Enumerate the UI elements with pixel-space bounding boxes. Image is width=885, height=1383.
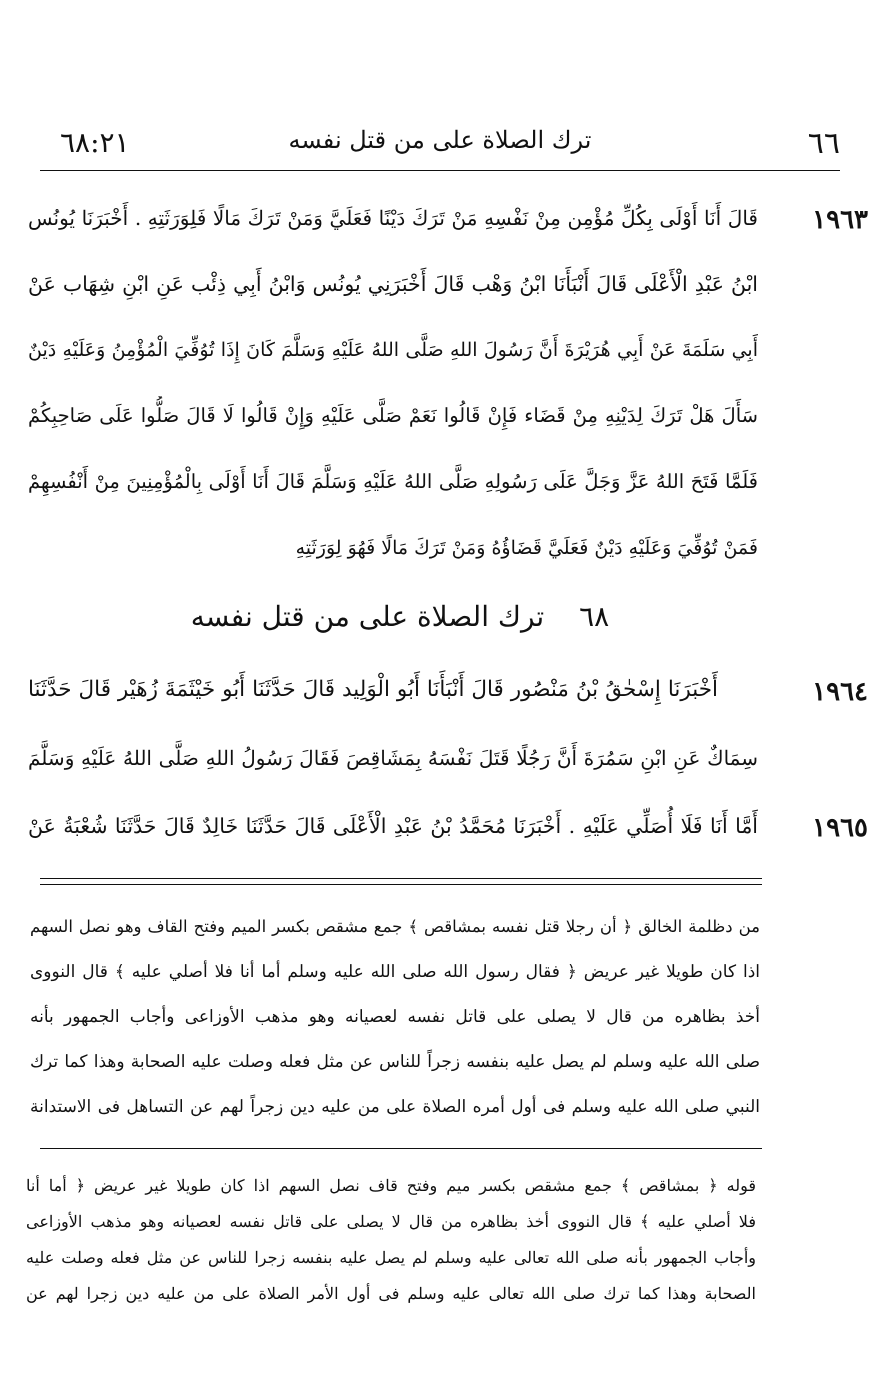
footnote-rule <box>40 878 762 879</box>
text-line: قَالَ أَنَا أَوْلَى بِكُلِّ مُؤْمِن مِنْ نَفْسِهِ مَنْ تَرَكَ دَيْنًا فَعَلَيَّ وَمَنْ تَرَكَ مَالًا فَلِوَرَثَتِهِ . أَخْبَرَنَا يُونُس <box>28 206 758 230</box>
text-line: أَبِي سَلَمَةَ عَنْ أَبِي هُرَيْرَةَ أَنَّ رَسُولَ اللهِ صَلَّى اللهُ عَلَيْهِ وَسَلَّمَ كَانَ إِذَا تُوُفِّيَ الْمُؤْمِنُ وَعَلَيْهِ دَيْنٌ <box>28 339 758 361</box>
running-title: ترك الصلاة على من قتل نفسه <box>288 126 592 154</box>
note-line: وأجاب الجمهور بأنه صلى الله تعالى عليه وسلم لم يصل عليه بنفسه زجرا للناس عن مثل فعله وصلت عليه <box>26 1248 756 1267</box>
text-line: سِمَاكٌ عَنِ ابْنِ سَمُرَةَ أَنَّ رَجُلًا قَتَلَ نَفْسَهُ بِمَشَاقِصَ فَقَالَ رَسُولُ اللهِ صَلَّى اللهُ عَلَيْهِ وَسَلَّمَ <box>28 746 758 770</box>
note-line: من دظلمة الخالق ﴿ أن رجلا قتل نفسه بمشاقص ﴾ جمع مشقص بكسر الميم وفتح القاف وهو نصل السهم <box>30 917 760 936</box>
text-line: فَمَنْ تُوُفِّيَ وَعَلَيْهِ دَيْنٌ فَعَلَيَّ قَضَاؤُهُ وَمَنْ تَرَكَ مَالًا فَهُوَ لِوَرَثَتِهِ <box>295 537 758 559</box>
note-line: أخذ بظاهره من قال لا يصلى على قاتل نفسه لعصيانه وهو مذهب الأوزاعى وأجاب الجمهور بأنه <box>30 1007 760 1027</box>
text-line: أَخْبَرَنَا إِسْحٰقُ بْنُ مَنْصُور قَالَ أَنْبَأَنَا أَبُو الْوَلِيد قَالَ حَدَّثَنَا أَبُو خَيْثَمَةَ زُهَيْر قَالَ حَدَّثَنَا <box>28 677 718 702</box>
header-rule <box>40 170 840 171</box>
hadith-number: ١٩٦٤ <box>812 677 868 707</box>
page-number: ٦٦ <box>807 126 840 161</box>
text-line: أَمَّا أَنَا فَلَا أُصَلِّي عَلَيْهِ . أَخْبَرَنَا مُحَمَّدُ بْنُ عَبْدِ الْأَعْلَى قَالَ حَدَّثَنَا خَالِدٌ قَالَ حَدَّثَنَا شُعْبَةُ عَنْ <box>28 814 758 838</box>
note-line: قوله ﴿ بمشاقص ﴾ جمع مشقص بكسر ميم وفتح قاف نصل السهم اذا كان طويلا غير عريض ﴿ أما أنا <box>26 1176 756 1195</box>
chapter-heading <box>150 600 650 633</box>
text-line: سَأَلَ هَلْ تَرَكَ لِدَيْنِهِ مِنْ قَضَاء فَإِنْ قَالُوا نَعَمْ صَلَّى عَلَيْهِ وَإِنْ قَالُوا لَا قَالَ صَلُّوا عَلَى صَاحِبِكُمْ <box>28 404 758 427</box>
note-line: فلا أصلي عليه ﴾ قال النووى أخذ بظاهره من قال لا يصلى على قاتل نفسه لعصيانه وهو مذهب الأوزاعى <box>26 1212 756 1231</box>
text-line: ابْنُ عَبْدِ الْأَعْلَى قَالَ أَنْبَأَنَا ابْنُ وَهْب قَالَ أَخْبَرَنِي يُونُس وَابْنُ أَبِي ذِئْب عَنِ ابْنِ شِهَاب عَنْ <box>28 272 758 296</box>
page-header <box>40 118 840 166</box>
footnote-rule <box>40 884 762 885</box>
note-line: النبي صلى الله عليه وسلم فى أول أمره الصلاة على من عليه دين زجراً لهم عن التساهل فى الاستدانة <box>30 1097 760 1117</box>
note-line: صلى الله عليه وسلم لم يصل عليه بنفسه زجراً للناس عن مثل فعله وصلت عليه الصحابة وهذا كما ترك <box>30 1052 760 1072</box>
note-line: الصحابة وهذا كما ترك صلى الله تعالى عليه وسلم فى أول الأمر الصلاة على من عليه دين زجرا لهم عن <box>26 1284 756 1303</box>
note-line: اذا كان طويلا غير عريض ﴿ فقال رسول الله صلى الله عليه وسلم أما أنا فلا أصلي عليه ﴾ قال النووى <box>30 962 760 982</box>
chapter-number: ٦٨ <box>579 600 610 633</box>
note-separator <box>40 1148 762 1149</box>
hadith-number: ١٩٦٥ <box>812 813 868 843</box>
chapter-title: ترك الصلاة على من قتل نفسه <box>190 600 545 633</box>
chapter-reference: ٦٨:٢١ <box>60 126 130 159</box>
hadith-number: ١٩٦٣ <box>812 205 868 235</box>
text-line: فَلَمَّا فَتَحَ اللهُ عَزَّ وَجَلَّ عَلَى رَسُولِهِ صَلَّى اللهُ عَلَيْهِ وَسَلَّمَ قَالَ أَنَا أَوْلَى بِالْمُؤْمِنِينَ مِنْ أَنْفُسِهِمْ <box>28 470 758 493</box>
